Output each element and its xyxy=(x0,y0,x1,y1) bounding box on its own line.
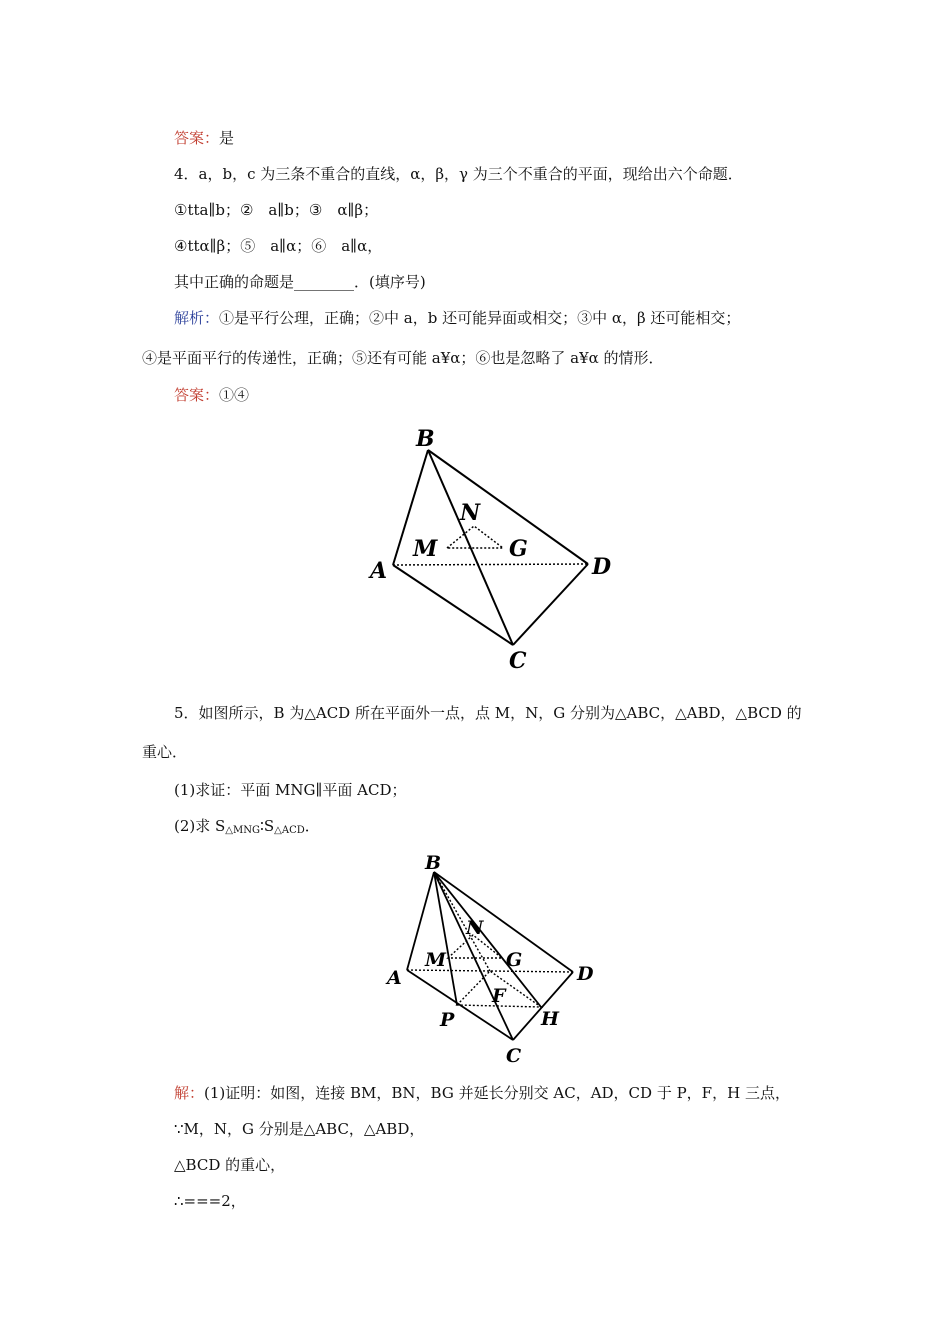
answer-label: 答案： xyxy=(174,386,220,404)
label-D: D xyxy=(577,963,594,985)
solution-4: ∴===2， xyxy=(174,1192,246,1210)
label-P: P xyxy=(440,1009,455,1031)
label-D: D xyxy=(592,554,612,580)
label-N: N xyxy=(460,500,481,526)
q4-propositions-2: ④ttα∥β；⑤ a∥α；⑥ a∥α， xyxy=(174,237,383,255)
q4-stem: 4．a，b，c 为三条不重合的直线，α，β，γ 为三个不重合的平面，现给出六个命题． xyxy=(174,165,743,183)
answer-text: ①④ xyxy=(219,386,250,404)
label-A: A xyxy=(387,967,402,989)
q4-analysis-2: ④是平面平行的传递性，正确；⑤还有可能 a¥α；⑥也是忽略了 a¥α 的情形． xyxy=(142,349,664,367)
q5-part-2: (2)求 $S_{\triangle MNG}∶S_{\triangle ACD}$． xyxy=(174,817,320,836)
label-B: B xyxy=(425,852,442,874)
label-C: C xyxy=(506,1045,522,1067)
q4-propositions-1: ①tta∥b；② a∥b；③ α∥β； xyxy=(174,201,379,219)
q5-part-1: (1)求证：平面 MNG∥平面 ACD； xyxy=(174,781,407,799)
answer-text: 是 xyxy=(219,129,235,147)
label-B: B xyxy=(416,426,435,452)
edge-bd xyxy=(434,872,573,972)
q4-fill-blank: 其中正确的命题是________．(填序号) xyxy=(174,273,426,291)
label-H: H xyxy=(541,1008,559,1030)
q5-stem-2: 重心． xyxy=(142,743,188,761)
label-G: G xyxy=(509,536,528,562)
label-M: M xyxy=(425,949,447,971)
analysis-text-1: ①是平行公理，正确；②中 a，b 还可能异面或相交；③中 α，β 还可能相交； xyxy=(219,309,741,327)
label-C: C xyxy=(509,648,527,674)
q5-stem-1: 5．如图所示，B 为△ACD 所在平面外一点，点 M，N，G 分别为△ABC，△ABD，△BCD 的 xyxy=(174,704,802,722)
solution-2: ∵M，N，G 分别是△ABC，△ABD， xyxy=(174,1120,425,1138)
label-A: A xyxy=(370,558,388,584)
solution-text-1: (1)证明：如图，连接 BM，BN，BG 并延长分别交 AC，AD，CD 于 P，F，H 三点， xyxy=(204,1084,790,1102)
label-N: N xyxy=(466,917,484,939)
label-M: M xyxy=(413,536,438,562)
analysis-label: 解析： xyxy=(174,309,220,327)
solution-1 xyxy=(174,1083,790,1103)
line-bp xyxy=(434,872,457,1005)
label-F: F xyxy=(492,985,506,1007)
solution-3: △BCD 的重心， xyxy=(174,1156,286,1174)
answer-label: 答案： xyxy=(174,129,220,147)
label-G: G xyxy=(506,949,523,971)
solution-label: 解： xyxy=(174,1084,205,1102)
